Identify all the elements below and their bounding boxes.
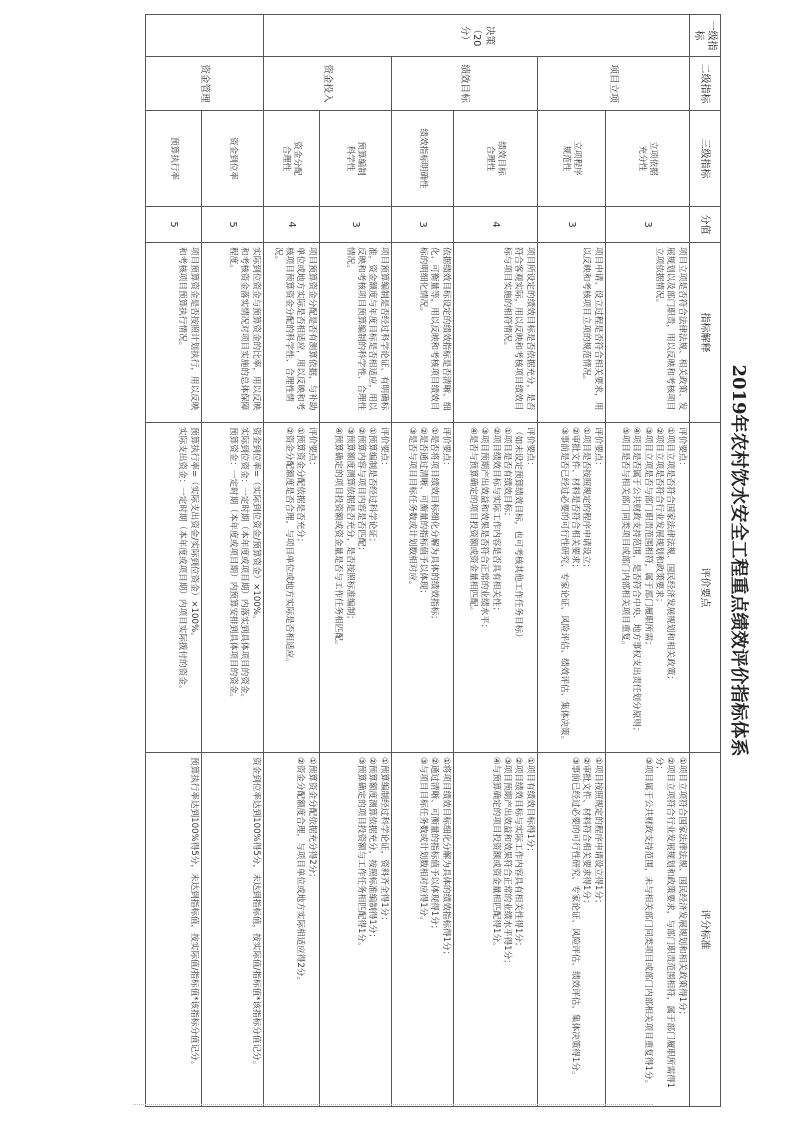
level3-cell: 绩效指标明确性: [391, 111, 453, 207]
score-cell: 3: [537, 207, 605, 243]
standard-cell: ①预算资金分配依据充分得2分； ②资金分配额度合理，与项目单位或地方实际相适应得2分。: [263, 753, 319, 1107]
level2-fund-input-cell: 资金投入: [263, 57, 391, 111]
key-points-cell: 资金到位率=（实际到位资金/预算资金）×100%。 实际到位资金：一定时期（本年度或项目期）内落实到具体项目的资金。 预算资金：一定时期（本年度或项目期）内预算安排到具体项目的资金。: [201, 423, 263, 753]
explanation-cell: 依据绩效目标设定的绩效指标是否清晰、细化、可衡量等，用以反映和考核项目绩效目标的明细化情况。: [391, 243, 453, 423]
evaluation-index-table: [145, 14, 721, 1107]
key-points-cell: 评价要点： ①项目立项是否符合国家法律法规、国民经济发展规划和相关政策； ②项目立项是否符合行业发展规划和政策要求； ③项目立项是否与部门职责范围相符，属于部门履职所需； ④项目是否属于公共财政支持范围，是否符合中央、地方事权支出责任划分原则； ⑤项目是否与相关部门同类项目或部门内部相关项目重复。: [605, 423, 689, 753]
table-row: [263, 15, 319, 1107]
score-cell: 4: [263, 207, 319, 243]
level3-cell: 立项程序 规范性: [537, 111, 605, 207]
level1-empty-cell: [145, 15, 263, 57]
key-points-cell: 评价要点： ①预算资金分配依据是否充分； ②资金分配额度是否合理，与项目单位或地方实际是否相适应。: [263, 423, 319, 753]
level2-fund-management-cell: 资金管理: [145, 57, 263, 111]
table-row: [537, 15, 605, 1107]
key-points-cell: 评价要点： （如未设定预算绩效目标，也可考核其他工作任务目标） ①项目是否有绩效目标； ②项目绩效目标与实际工作内容是否具有相关性； ③项目预期产出效益和效果是否符合正常的业绩水平； ④是否与预算确定的项目投资额或资金量相匹配。: [453, 423, 537, 753]
table-row: [391, 15, 453, 1107]
level3-cell: 绩效目标 合理性: [453, 111, 537, 207]
key-points-cell: 评价要点： ①是否将项目绩效目标细化分解为具体的绩效指标； ②是否通过清晰、可衡量的指标值予以体现； ③是否与项目目标任务数或计划数相对应。: [391, 423, 453, 753]
explanation-cell: 实际到位资金与预算资金的比率，用以反映和考核资金落实情况对项目实施的总体保障程度。: [201, 243, 263, 423]
explanation-cell: 项目预算资金分配是否有测算依据，与补助单位或地方实际是否相适应，用以反映和考核项目预算资金分配的科学性、合理性情况。: [263, 243, 319, 423]
score-cell: 3: [605, 207, 689, 243]
key-points-cell: 评价要点： ①预算编制是否经过科学论证； ②预算内容与项目内容是否匹配； ③预算额度测算依据是否充分，是否按照标准编制； ④预算确定的项目投资额或资金量是否与工作任务相匹配。: [319, 423, 391, 753]
explanation-cell: 项目预算编制是否经过科学论证、有明确标准，资金额度与年度目标是否相适应，用以反映和考核项目预算编制的科学性、合理性情况。: [319, 243, 391, 423]
level3-cell: 立项依据 充分性: [605, 111, 689, 207]
standard-cell: 资金到位率达到100%得5分，未达到指标值，按实际值/指标值*该指标分值记分。: [201, 753, 263, 1107]
standard-cell: ①将项目绩效目标细化分解为具体的绩效指标得1分； ②通过清晰、可衡量的指标值予以体现得1分； ③与项目目标任务数或计划数相对应得1分。: [391, 753, 453, 1107]
binding-margin-line: [133, 1104, 653, 1119]
header-standard: 评分标准: [689, 753, 720, 1107]
standard-cell: ①项目有绩效目标得1分； ②项目绩效目标与实际工作内容具有相关性得1分； ③项目预期产出效益和效果符合正常的业绩水平得1分； ④与预算确定的项目投资额或资金量相匹配得1分。: [453, 753, 537, 1107]
level3-cell: 资金分配 合理性: [263, 111, 319, 207]
key-points-cell: 评价要点： ①项目是否按照规定的程序申请设立； ②审批文件、材料是否符合相关要求； ③事前是否已经过必要的可行性研究、专家论证、风险评估、绩效评估、集体决策。: [537, 423, 605, 753]
level3-cell: 资金到位率: [201, 111, 263, 207]
standard-cell: ①项目按照规定的程序申请设立得1分； ②审批文件、材料符合相关要求得1分； ③事前已经过必要的可行性研究、专家论证、风险评估、绩效评估、集体决策得1分。: [537, 753, 605, 1107]
score-cell: 3: [319, 207, 391, 243]
standard-cell: ①项目立项符合国家法律法规、国民经济发展规划和相关政策得1分； ②项目立项符合行业发展规划和政策要求，与部门职责范围相符，属于部门履职所需得1分； ③项目属于公共财政支持范围，未与相关部门同类项目或部门内部相关项目重复得1分。: [605, 753, 689, 1107]
explanation-cell: 项目预算资金是否按照计划执行，用以反映和考核项目预算执行情况。: [145, 243, 201, 423]
header-level3: 三级指标: [689, 111, 720, 207]
level2-performance-goal-cell: 绩效目标: [391, 57, 537, 111]
level3-cell: 预算执行率: [145, 111, 201, 207]
table-row: [453, 15, 537, 1107]
table-row: [145, 15, 201, 1107]
explanation-cell: 项目申请、设立过程是否符合相关要求，用以反映和考核项目立项的规范情况。: [537, 243, 605, 423]
explanation-cell: 项目所设定的绩效目标是否依据充分，是否符合客观实际，用以反映和考核项目绩效目标与项目实施的相符情况。: [453, 243, 537, 423]
header-level2: 二级指标: [689, 57, 720, 111]
score-cell: 3: [391, 207, 453, 243]
explanation-cell: 项目立项是否符合法律法规、相关政策、发展规划以及部门职责，用以反映和考核项目立项依据情况。: [605, 243, 689, 423]
header-level1: 一级指标: [689, 15, 720, 57]
score-cell: 5: [201, 207, 263, 243]
page-title: 2019年农村饮水安全工程重点绩效评价指标体系: [728, 364, 749, 757]
table-row: [201, 15, 263, 1107]
level3-cell: 预算编制 科学性: [319, 111, 391, 207]
standard-cell: ①预算编制经过科学论证，资料齐全得1分； ②预算额度测算依据充分，按照标准编制得1分； ③预算确定的项目投资额与工作任务相匹配得1分。: [319, 753, 391, 1107]
score-cell: 4: [453, 207, 537, 243]
level1-decision-cell: 决策 （20分）: [263, 15, 689, 57]
table-row: [319, 15, 391, 1107]
standard-cell: 预算执行率达到100%得5分，未达到指标值，按实际值/指标值*该指标分值记分。: [145, 753, 201, 1107]
header-score: 分值: [689, 207, 720, 243]
score-cell: 5: [145, 207, 201, 243]
level2-project-setup-cell: 项目立项: [537, 57, 689, 111]
header-key-points: 评价要点: [689, 423, 720, 753]
table-row: [605, 15, 689, 1107]
key-points-cell: 预算执行率=（实际支出资金/实际到位资金）×100%。 实际支出资金：一定时期（本年度或项目期）内项目实际拨付的资金。: [145, 423, 201, 753]
header-row: [689, 15, 720, 1107]
header-explanation: 指标解释: [689, 243, 720, 423]
